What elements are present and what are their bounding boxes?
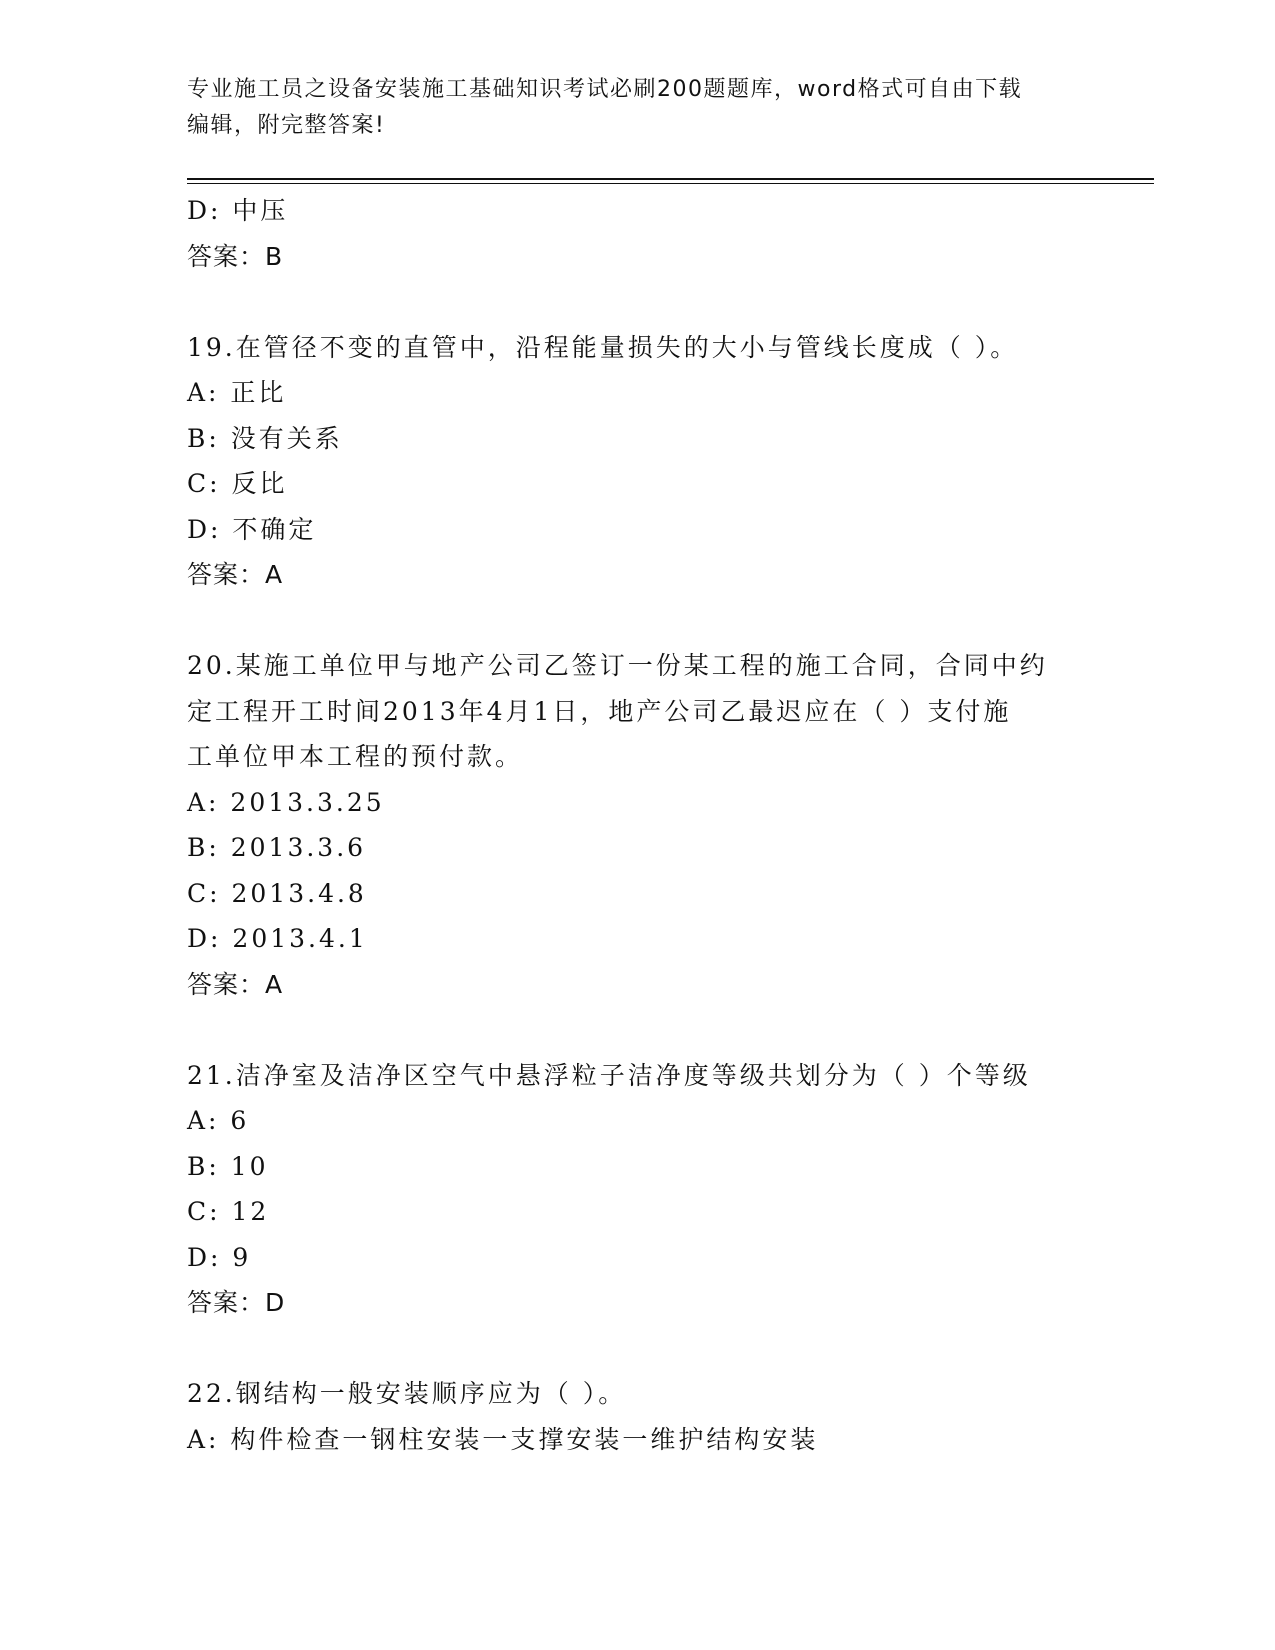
answer: 答案：A	[187, 969, 284, 999]
option-a: A: 6	[187, 1106, 250, 1135]
question-18	[187, 188, 1087, 279]
question-text: 19.在管径不变的直管中，沿程能量损失的大小与管线长度成（ ）。	[187, 332, 1019, 362]
option-c: C: 反比	[187, 469, 288, 498]
option-c: C: 12	[187, 1197, 270, 1226]
answer: 答案：A	[187, 560, 284, 589]
header-divider-thick	[187, 178, 1154, 180]
spacer	[187, 1326, 1087, 1372]
option-d: D: 2013.4.1	[187, 924, 368, 953]
option-d: D: 中压	[187, 196, 289, 225]
question-19	[187, 325, 1087, 598]
header-line-2: 编辑，附完整答案!	[187, 113, 386, 138]
option-a: A: 构件检查一钢柱安装一支撑安装一维护结构安装	[187, 1424, 819, 1454]
question-text-line-3: 工单位甲本工程的预付款。	[187, 742, 524, 771]
spacer	[187, 598, 1087, 644]
option-b: B: 2013.3.6	[187, 833, 367, 862]
option-a: A: 2013.3.25	[187, 787, 385, 817]
option-d: D: 9	[187, 1242, 252, 1272]
spacer	[187, 1007, 1087, 1053]
answer: 答案：D	[187, 1288, 286, 1317]
answer: 答案：B	[187, 241, 284, 271]
option-a: A: 正比	[187, 378, 287, 407]
question-text-line-1: 20.某施工单位甲与地产公司乙签订一份某工程的施工合同，合同中约	[187, 651, 1048, 680]
option-b: B: 没有关系	[187, 423, 343, 453]
question-22	[187, 1371, 1087, 1462]
question-20	[187, 643, 1087, 1007]
option-c: C: 2013.4.8	[187, 878, 367, 908]
document-header	[187, 72, 1087, 144]
option-d: D: 不确定	[187, 514, 317, 544]
option-b: B: 10	[187, 1151, 269, 1181]
question-list	[187, 188, 1087, 1462]
header-divider-thin	[187, 183, 1154, 184]
header-line-1: 专业施工员之设备安装施工基础知识考试必刷200题题库，word格式可自由下载	[187, 77, 1023, 102]
question-text: 22.钢结构一般安装顺序应为（ ）。	[187, 1379, 627, 1408]
spacer	[187, 279, 1087, 325]
question-text-line-2: 定工程开工时间2013年4月1日，地产公司乙最迟应在（ ）支付施	[187, 696, 1012, 726]
question-text: 21.洁净室及洁净区空气中悬浮粒子洁净度等级共划分为（ ）个等级	[187, 1060, 1031, 1090]
question-21	[187, 1053, 1087, 1326]
